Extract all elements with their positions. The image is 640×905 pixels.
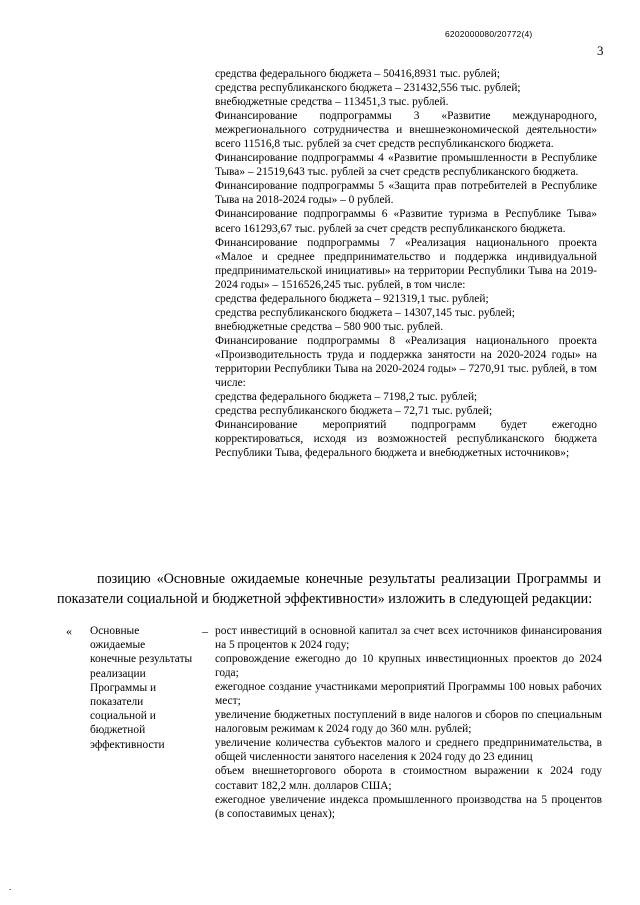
funding-line: средства федерального бюджета – 50416,8931 тыс. рублей; xyxy=(215,68,501,80)
funding-line: Финансирование подпрограммы 8 «Реализация национального проекта «Производительность труда и поддержка занятости на 2020-2024 годы» на территории Республики Тыва на 2020-2024 годы» – 7270,91 тыс. рублей, в том числе: xyxy=(215,334,597,390)
funding-line: внебюджетные средства – 580 900 тыс. рублей. xyxy=(215,320,444,333)
funding-line: средства республиканского бюджета – 72,71 тыс. рублей; xyxy=(215,405,493,418)
funding-line: средства республиканского бюджета – 231432,556 тыс. рублей; xyxy=(215,82,521,95)
result-item: рост инвестиций в основной капитал за счет всех источников финансирования на 5 процентов к 2024 году; xyxy=(215,625,602,652)
result-item: сопровождение ежегодно до 10 крупных инвестиционных проектов до 2024 года; xyxy=(215,653,602,680)
results-list xyxy=(215,624,602,821)
result-item: ежегодное увеличение индекса промышленного производства на 5 процентов (в сопоставимых ценах); xyxy=(215,793,602,820)
funding-line: Финансирование подпрограммы 4 «Развитие промышленности в Республике Тыва» – 21519,643 тыс. рублей за счет средств республиканского бюджета. xyxy=(215,152,597,179)
funding-line: Финансирование подпрограммы 5 «Защита прав потребителей в Республике Тыва на 2018-2024 годы» – 0 рублей. xyxy=(215,180,597,207)
funding-line: внебюджетные средства – 113451,3 тыс. рублей. xyxy=(215,96,449,109)
margin-mark: . xyxy=(9,882,12,892)
funding-block xyxy=(215,67,597,460)
funding-line: Финансирование подпрограммы 7 «Реализация национального проекта «Малое и среднее предпринимательство и поддержка индивидуальной предпринимательской инициативы» на территории Республики Тыва на 2019-2024 годы» – 1516526,245 тыс. рублей, в том числе: xyxy=(215,236,597,291)
result-item: увеличение количества субъектов малого и среднего предпринимательства, в общей численности занятого населения к 2024 году до 23 единиц xyxy=(215,737,602,764)
result-item: увеличение бюджетных поступлений в виде налогов и сборов по специальным налоговым режимам к 2024 году до 360 млн. рублей; xyxy=(215,709,602,736)
page-number: 3 xyxy=(597,43,604,58)
funding-line: Финансирование подпрограммы 6 «Развитие туризма в Республике Тыва» всего 161293,67 тыс. рублей за счет средств республиканского бюджета. xyxy=(215,208,597,235)
main-paragraph-block xyxy=(57,570,601,609)
result-item: объем внешнеторгового оборота в стоимостном выражении к 2024 году составит 182,2 млн. долларов США; xyxy=(215,765,602,792)
funding-line: Финансирование мероприятий подпрограмм будет ежегодно корректироваться, исходя из возможностей республиканского бюджета Республики Тыва, федерального бюджета и внебюджетных источников»; xyxy=(215,419,597,460)
funding-line: Финансирование подпрограммы 3 «Развитие международного, межрегионального сотрудничества и внешнеэкономической деятельности» всего 11516,8 тыс. рублей за счет средств республиканского бюджета. xyxy=(215,110,597,151)
result-item: ежегодное создание участниками мероприятий Программы 100 новых рабочих мест; xyxy=(215,681,602,708)
open-quote: « xyxy=(66,624,72,638)
results-label: Основные ожидаемые конечные результаты реализации Программы и показатели социальной и бюджетной эффективности xyxy=(90,625,193,751)
funding-line: средства федерального бюджета – 7198,2 тыс. рублей; xyxy=(215,391,478,404)
funding-line: средства республиканского бюджета – 14307,145 тыс. рублей; xyxy=(215,306,515,319)
main-paragraph: позицию «Основные ожидаемые конечные результаты реализации Программы и показатели социальной и бюджетной эффективности» изложить в следующей редакции: xyxy=(57,571,601,607)
funding-line: средства федерального бюджета – 921319,1 тыс. рублей; xyxy=(215,292,489,305)
dash-separator: – xyxy=(202,624,208,638)
document-id: 6202000080/20772(4) xyxy=(445,29,533,39)
